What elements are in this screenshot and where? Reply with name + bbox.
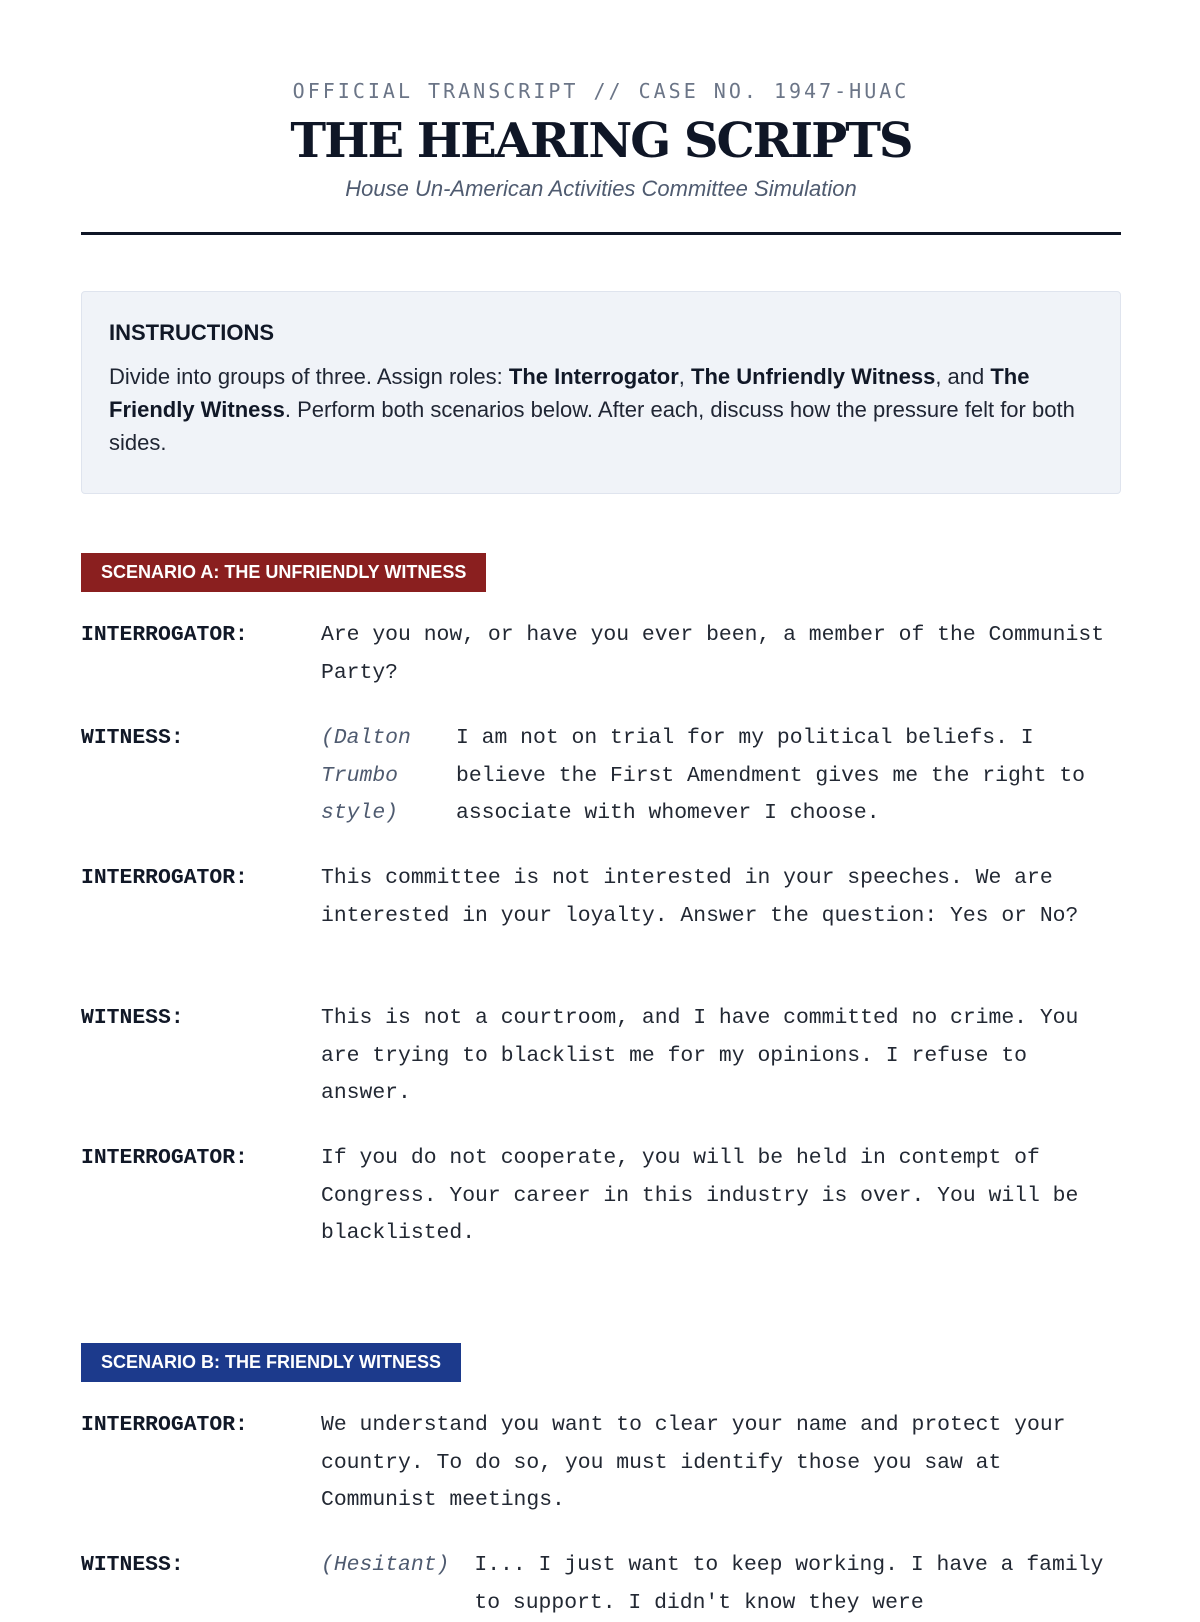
instructions-heading: INSTRUCTIONS [109, 320, 274, 345]
spoken-text: I... I just want to keep working. I have a family to support. I didn't know they were [474, 1553, 1104, 1615]
role-unfriendly-witness: The Unfriendly Witness [691, 364, 936, 389]
spoken-text: I am not on trial for my political beliefs. I believe the First Amendment gives me the right to associate with whomever I choose. [456, 726, 1085, 825]
speaker-label: WITNESS: [81, 726, 184, 750]
instructions-text [109, 360, 1093, 459]
scenario-b-label: SCENARIO B: THE FRIENDLY WITNESS [81, 1343, 461, 1382]
speaker-label: WITNESS: [81, 1553, 184, 1577]
speech-block [321, 720, 1121, 833]
header-divider [81, 232, 1121, 235]
instructions-text-part: , and [935, 364, 991, 389]
instructions-box [81, 291, 1121, 494]
role-interrogator: The Interrogator [508, 364, 679, 389]
transcript-page [81, 0, 1121, 1615]
speaker-label: INTERROGATOR: [81, 1413, 248, 1437]
speaker-label: INTERROGATOR: [81, 623, 248, 647]
role-friendly-witness: The Friendly Witness [109, 364, 1030, 422]
stage-direction: (Dalton Trumbo style) [321, 726, 411, 825]
spoken-text: We understand you want to clear your name and protect your country. To do so, you must identify those you saw at Communist meetings. [321, 1413, 1066, 1512]
spoken-text: This is not a courtroom, and I have committed no crime. You are trying to blacklist me for my opinions. I refuse to answer. [321, 1006, 1079, 1105]
instructions-text-part: Divide into groups of three. Assign roles: [109, 364, 509, 389]
stage-direction: (Hesitant) [321, 1553, 450, 1577]
spoken-text: Are you now, or have you ever been, a member of the Communist Party? [321, 623, 1105, 685]
transcript-kicker: OFFICIAL TRANSCRIPT // CASE NO. 1947-HUAC [292, 79, 910, 103]
speaker-label: INTERROGATOR: [81, 866, 248, 890]
page-title: THE HEARING SCRIPTS [290, 113, 912, 169]
page-subtitle: House Un-American Activities Committee Simulation [345, 176, 857, 201]
instructions-text-part: . Perform both scenarios below. After each, discuss how the pressure felt for both sides. [109, 397, 1075, 455]
speech-block [321, 1547, 1121, 1622]
speaker-label: WITNESS: [81, 1006, 184, 1030]
spoken-text: This committee is not interested in your speeches. We are interested in your loyalty. Answer the question: Yes or No? [321, 866, 1079, 928]
speaker-label: INTERROGATOR: [81, 1146, 248, 1170]
scenario-a-label: SCENARIO A: THE UNFRIENDLY WITNESS [81, 553, 486, 592]
instructions-text-part: , [678, 364, 692, 389]
spoken-text: If you do not cooperate, you will be held in contempt of Congress. Your career in this industry is over. You will be blacklisted. [321, 1146, 1079, 1245]
